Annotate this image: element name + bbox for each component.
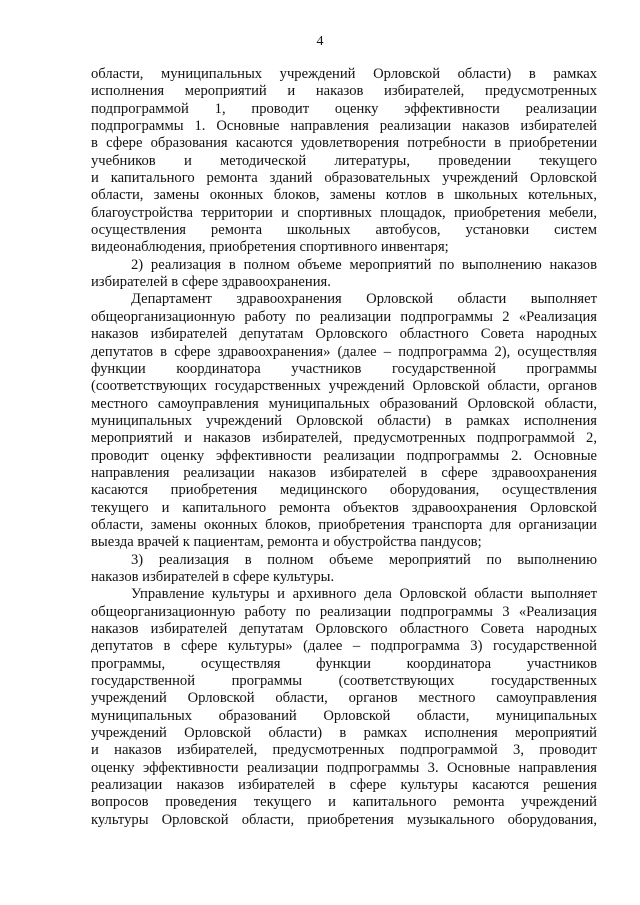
text-line: функции координатора участников государственной программы xyxy=(91,360,597,377)
text-line: местного самоуправления муниципальных образований Орловской области, xyxy=(91,395,597,412)
text-line: благоустройства территории и спортивных площадок, приобретения мебели, xyxy=(91,204,597,221)
text-line: общеорганизационную работу по реализации подпрограммы 2 «Реализация xyxy=(91,308,597,325)
text-line: учреждений Орловской области, органов местного самоуправления xyxy=(91,690,597,707)
text-line: подпрограммой 1, проводит оценку эффективности реализации xyxy=(91,100,597,117)
text-line: направления реализации наказов избирателей в сфере здравоохранения xyxy=(91,464,597,481)
text-line: вопросов проведения текущего и капитального ремонта учреждений xyxy=(91,794,597,811)
text-line: наказов избирателей депутатам Орловского областного Совета народных xyxy=(91,621,597,637)
text-line: области, замены оконных блоков, замены котлов в школьных котельных, xyxy=(91,187,597,204)
text-line: муниципальных учреждений Орловской области) в рамках исполнения xyxy=(91,412,597,429)
text-line: текущего и капитального ремонта объектов здравоохранения Орловской xyxy=(91,499,597,516)
text-line: 3) реализация в полном объеме мероприятий по выполнению xyxy=(131,551,597,568)
text-line: депутатов в сфере культуры» (далее – подпрограмма 3) государственной xyxy=(91,638,597,655)
text-line: наказов избирателей депутатам Орловского областного Совета народных xyxy=(91,326,597,343)
text-line: учебников и методической литературы, проведении текущего xyxy=(91,152,597,169)
text-line: общеорганизационную работу по реализации подпрограммы 3 «Реализация xyxy=(91,603,597,620)
text-line: касаются приобретения медицинского оборудования, осуществления xyxy=(91,482,597,499)
text-line: наказов избирателей в сфере культуры. xyxy=(91,568,335,585)
text-line: области, замены оконных блоков, приобретения транспорта для организации xyxy=(91,516,597,533)
text-line: мероприятий и наказов избирателей, предусмотренных подпрограммой 2, xyxy=(91,430,597,447)
text-line: Управление культуры и архивного дела Орловской области выполняет xyxy=(131,586,597,603)
text-line: видеонаблюдения, приобретения спортивного инвентаря; xyxy=(91,239,449,256)
page-number: 4 xyxy=(316,34,324,49)
text-line: депутатов в сфере здравоохранения» (далее – подпрограмма 2), осуществляя xyxy=(91,343,597,360)
body-text xyxy=(91,66,597,829)
text-line: проводит оценку эффективности реализации подпрограммы 2. Основные xyxy=(91,447,597,464)
text-line: осуществления ремонта школьных автобусов, установки систем xyxy=(91,222,597,239)
text-line: выезда врачей к пациентам, ремонта и обустройства пандусов; xyxy=(91,534,482,551)
text-line: 2) реализация в полном объеме мероприятий по выполнению наказов xyxy=(131,256,597,273)
text-line: и капитального ремонта зданий образовательных учреждений Орловской xyxy=(91,170,597,187)
text-line: (соответствующих государственных учреждений Орловской области, органов xyxy=(91,378,597,395)
text-line: оценку эффективности реализации подпрограммы 3. Основные направления xyxy=(91,759,597,776)
text-line: государственной программы (соответствующих государственных xyxy=(91,673,597,690)
text-line: программы, осуществляя функции координатора участников xyxy=(91,655,597,672)
text-line: области, муниципальных учреждений Орловской области) в рамках xyxy=(91,66,597,82)
text-line: муниципальных образований Орловской области, муниципальных xyxy=(91,707,597,724)
text-line: в сфере образования касаются удовлетворения потребности в приобретении xyxy=(91,135,597,152)
text-line: реализации наказов избирателей в сфере культуры касаются решения xyxy=(91,777,597,794)
text-line: подпрограммы 1. Основные направления реализации наказов избирателей xyxy=(91,118,597,135)
text-line: исполнения мероприятий и наказов избирателей, предусмотренных xyxy=(91,83,597,100)
text-line: и наказов избирателей, предусмотренных подпрограммой 3, проводит xyxy=(91,742,597,759)
text-line: избирателей в сфере здравоохранения. xyxy=(91,274,331,291)
text-line: учреждений Орловской области) в рамках исполнения мероприятий xyxy=(91,725,597,742)
text-line: культуры Орловской области, приобретения музыкального оборудования, xyxy=(91,811,597,828)
text-line: Департамент здравоохранения Орловской области выполняет xyxy=(131,291,597,308)
